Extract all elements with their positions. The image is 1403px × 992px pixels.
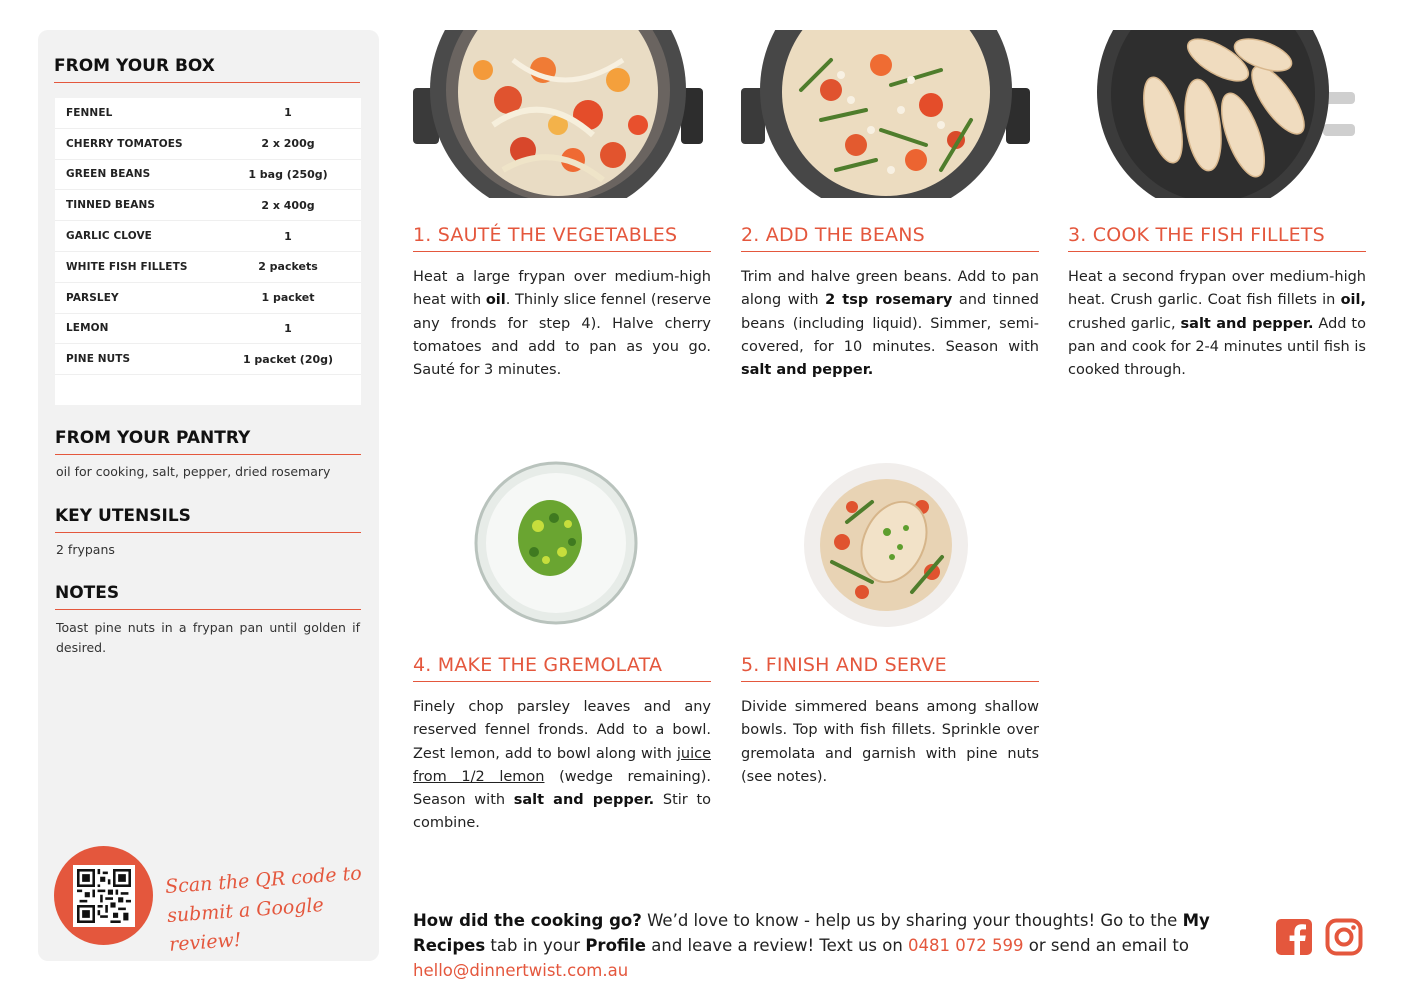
qr-badge[interactable] [54,846,153,945]
step-4-body: Finely chop parsley leaves and any reserved fennel fronds. Add to a bowl. Zest lemon, add to bowl along with juice from 1/2 lemon (wedge remaining). Season with salt and pepper. Stir to combine. [413,699,711,832]
step-3-photo [1068,30,1358,198]
table-row [55,190,361,221]
table-row [55,283,361,314]
table-row [55,221,361,252]
ingredient-name: GARLIC CLOVE [66,230,152,243]
review-footer: How did the cooking go? We’d love to know - help us by sharing your thoughts! Go to the My Recipes tab in your Profile and leave a review! Text us on 0481 072 599 or send an email to hello@dinnertwist.com.au [413,911,1210,980]
ingredient-qty: 1 [284,229,292,243]
pantry-text: oil for cooking, salt, pepper, dried rosemary [56,464,331,479]
notes-text: Toast pine nuts in a frypan pan until golden if desired. [56,620,360,655]
table-row [55,129,361,160]
qr-text-line: submit a Google review! [166,894,325,956]
ingredient-name: CHERRY TOMATOES [66,137,183,150]
facebook-icon[interactable] [1275,918,1313,956]
ingredient-qty: 1 bag (250g) [248,167,328,181]
phone-link[interactable]: 0481 072 599 [908,936,1024,955]
ingredient-qty: 2 packets [258,260,318,274]
step-3-body: Heat a second frypan over medium-high heat. Crush garlic. Coat fish fillets in oil, crushed garlic, salt and pepper. Add to pan and cook for 2-4 minutes until fish is cooked through. [1068,269,1366,379]
instagram-icon[interactable] [1325,918,1363,956]
step-2-title: 2. ADD THE BEANS [741,224,1039,252]
step-1-body: Heat a large frypan over medium-high heat with oil. Thinly slice fennel (reserve any fronds for step 4). Halve cherry tomatoes and add to pan as you go. Sauté for 3 minutes. [413,269,711,379]
step-4-photo [474,460,638,626]
step-2-body: Trim and halve green beans. Add to pan along with 2 tsp rosemary and tinned beans (including liquid). Simmer, semi-covered, for 10 minutes. Season with salt and pepper. [741,269,1039,379]
table-row [55,344,361,375]
ingredient-qty: 2 x 400g [261,198,315,212]
from-your-pantry-heading: FROM YOUR PANTRY [55,428,361,455]
qr-code-icon[interactable] [73,865,135,927]
ingredient-name: TINNED BEANS [66,199,156,212]
utensils-text: 2 frypans [56,542,115,557]
step-5-title: 5. FINISH AND SERVE [741,654,1039,682]
ingredient-name: GREEN BEANS [66,168,151,181]
qr-review-text [164,859,370,960]
ingredients-sidebar [38,30,379,961]
step-1-title: 1. SAUTÉ THE VEGETABLES [413,224,711,252]
ingredient-qty: 1 [284,321,292,335]
table-row [55,252,361,283]
ingredient-qty: 1 [284,106,292,120]
step-2-photo [741,30,1031,198]
ingredient-name: WHITE FISH FILLETS [66,260,188,273]
step-4-title: 4. MAKE THE GREMOLATA [413,654,711,682]
key-utensils-heading: KEY UTENSILS [55,506,361,533]
ingredient-qty: 2 x 200g [261,137,315,151]
ingredient-qty: 1 packet (20g) [242,352,334,366]
table-row [55,314,361,345]
table-row [55,98,361,129]
ingredient-name: PINE NUTS [66,353,131,366]
email-link[interactable]: hello@dinnertwist.com.au [413,961,629,980]
from-your-box-heading: FROM YOUR BOX [54,56,360,83]
ingredient-name: PARSLEY [66,291,119,304]
step-5-photo [802,462,970,628]
table-row [55,160,361,191]
ingredients-table [55,98,361,405]
ingredient-name: LEMON [66,322,109,335]
step-5-body: Divide simmered beans among shallow bowls. Top with fish fillets. Sprinkle over gremolata and garnish with pine nuts (see notes). [741,699,1039,785]
step-1-photo [413,30,703,198]
step-3-title: 3. COOK THE FISH FILLETS [1068,224,1366,252]
ingredient-qty: 1 packet [261,291,315,305]
notes-heading: NOTES [55,583,361,610]
qr-text-line: Scan the QR code to [164,862,363,899]
ingredient-name: FENNEL [66,106,113,119]
